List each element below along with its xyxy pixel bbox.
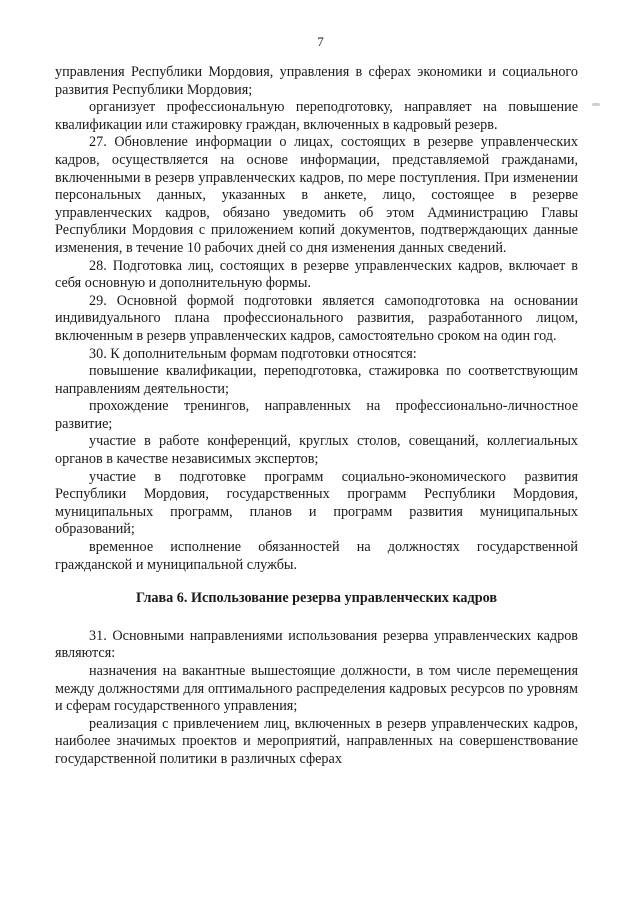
list-item-temporary-duties: временное исполнение обязанностей на должностях государственной гражданской и муниципальной службы. <box>55 539 578 573</box>
scan-speck <box>592 103 600 106</box>
list-item-qualification: повышение квалификации, переподготовка, стажировка по соответствующим направлениям деятельности; <box>55 363 578 397</box>
document-body <box>55 64 578 769</box>
paragraph-continuation: управления Республики Мордовия, управления в сферах экономики и социального развития Республики Мордовия; <box>55 64 578 98</box>
paragraph-27: 27. Обновление информации о лицах, состоящих в резерве управленческих кадров, осуществляется на основе информации, представляемой гражданами, включенными в резерв управленческих кадров, по мере поступления. При изменении персональных данных, указанных в анкете, лицо, состоящее в резерве управленческих кадров, обязано уведомить об этом Администрацию Главы Республики Мордовия с приложением копий документов, подтверждающих данные изменения, в течение 10 рабочих дней со дня изменения данных сведений. <box>55 134 578 256</box>
chapter-title: Глава 6. Использование резерва управленческих кадров <box>136 590 497 607</box>
paragraph-retraining: организует профессиональную переподготовку, направляет на повышение квалификации или стажировку граждан, включенных в кадровый резерв. <box>55 99 578 133</box>
list-item-projects: реализация с привлечением лиц, включенных в резерв управленческих кадров, наиболее значимых проектов и мероприятий, направленных на совершенствование государственной политики в различных сферах <box>55 715 578 767</box>
paragraph-31: 31. Основными направлениями использования резерва управленческих кадров являются: <box>55 627 578 662</box>
paragraph-28: 28. Подготовка лиц, состоящих в резерве управленческих кадров, включает в себя основную и дополнительную формы. <box>55 257 578 292</box>
list-item-trainings: прохождение тренингов, направленных на профессионально-личностное развитие; <box>55 398 578 432</box>
paragraph-30: 30. К дополнительным формам подготовки относятся: <box>89 345 417 362</box>
list-item-appointments: назначения на вакантные вышестоящие должности, в том числе перемещения между должностями для оптимального распределения кадровых ресурсов по уровням и сферам государственного управления; <box>55 663 578 715</box>
list-item-conferences: участие в работе конференций, круглых столов, совещаний, коллегиальных органов в качестве независимых экспертов; <box>55 433 578 468</box>
list-item-programs: участие в подготовке программ социально-экономического развития Республики Мордовия, государственных программ Республики Мордовия, муниципальных программ, планов и программ развития муниципальных образований; <box>55 468 578 538</box>
paragraph-29: 29. Основной формой подготовки является самоподготовка на основании индивидуального плана профессионального развития, разработанного лицом, включенным в резерв управленческих кадров, самостоятельно сроком на один год. <box>55 292 578 344</box>
page-number: 7 <box>317 34 324 49</box>
